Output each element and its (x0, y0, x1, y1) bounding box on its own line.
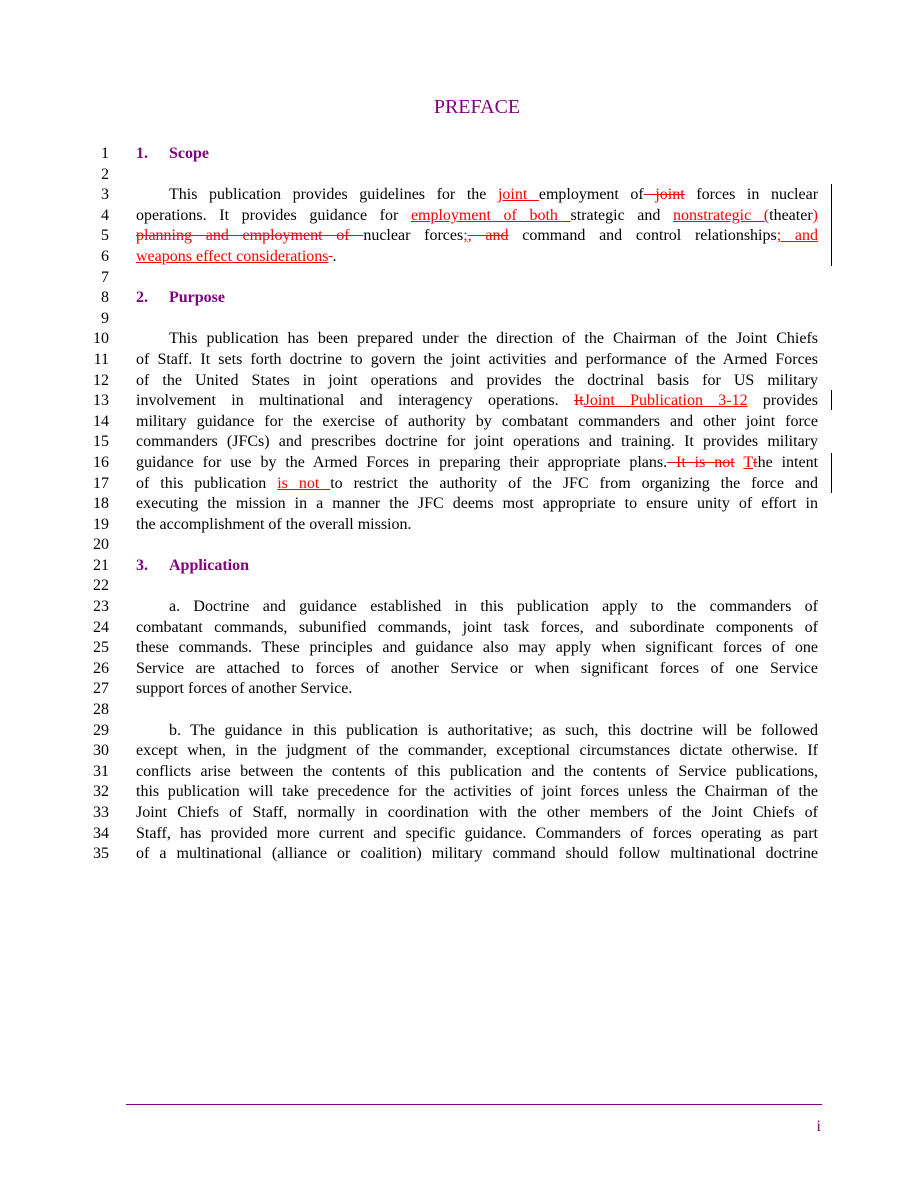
line-number: 17 (93, 474, 109, 492)
line-text (136, 803, 818, 824)
line-text (136, 844, 818, 865)
document-line (0, 721, 920, 742)
line-text (136, 453, 818, 474)
body-text: This publication provides guidelines for the (169, 186, 498, 204)
line-number: 4 (101, 206, 109, 224)
document-line (0, 474, 920, 495)
body-text: a. Doctrine and guidance established in this publication apply to the commanders of (169, 598, 818, 616)
line-number: 32 (93, 783, 109, 801)
line-number: 12 (93, 371, 109, 389)
document-line (0, 247, 920, 268)
line-number: 24 (93, 618, 109, 636)
line-text (136, 185, 818, 206)
section-heading: Scope (169, 145, 209, 162)
change-bar (831, 453, 832, 493)
line-text (136, 329, 818, 350)
body-text: strategic and (570, 206, 673, 224)
line-number: 34 (93, 824, 109, 842)
document-line (0, 535, 920, 556)
body-text: employment of (538, 186, 644, 204)
line-number: 10 (93, 330, 109, 348)
line-text (136, 638, 818, 659)
body-text: this publication will take precedence for the activities of joint forces unless the Chairman of the (136, 783, 818, 801)
line-number: 18 (93, 495, 109, 513)
line-text (136, 371, 818, 392)
line-number: 31 (93, 762, 109, 780)
document-line (0, 782, 920, 803)
document-line (0, 309, 920, 330)
document-line (0, 329, 920, 350)
line-text (136, 206, 818, 227)
body-text: guidance for use by the Armed Forces in preparing their appropriate plans. (136, 453, 668, 471)
body-text: command and control relationships (508, 227, 777, 245)
inserted-text: Joint Publication 3-12 (583, 392, 748, 410)
section-heading: Application (169, 556, 250, 574)
change-bar (831, 184, 832, 266)
line-number: 21 (93, 556, 109, 574)
inserted-text: employment of both (410, 206, 571, 224)
line-text (136, 515, 818, 536)
body-text: of Staff. It sets forth doctrine to govern the joint activities and performance of the Armed Forces (136, 350, 818, 368)
line-text (136, 432, 818, 453)
body-text: This publication has been prepared under the direction of the Chairman of the Joint Chiefs (169, 330, 818, 348)
document-line (0, 371, 920, 392)
body-text: conflicts arise between the contents of this publication and the contents of Service publications, (136, 762, 818, 780)
document-line (0, 185, 920, 206)
body-text: commanders (JFCs) and prescribes doctrine for joint operations and training. It provides military (136, 433, 818, 451)
line-text (136, 391, 818, 412)
line-text (136, 782, 818, 803)
line-number: 16 (93, 453, 109, 471)
line-number: 14 (93, 412, 109, 430)
line-number: 22 (93, 577, 109, 595)
body-text: except when, in the judgment of the commander, exceptional circumstances dictate otherwise. If (136, 742, 818, 760)
line-text (136, 247, 818, 268)
line-number: 30 (93, 742, 109, 760)
deleted-text: It (573, 392, 584, 410)
document-line (0, 391, 920, 412)
line-text (136, 226, 818, 247)
document-line (0, 206, 920, 227)
body-text: provides (747, 392, 819, 410)
document-line (0, 144, 920, 165)
line-number: 3 (101, 186, 109, 204)
deleted-text: , and (467, 227, 509, 245)
line-text (136, 679, 818, 700)
inserted-text: ) (812, 206, 818, 224)
line-text (136, 762, 818, 783)
page-title: PREFACE (433, 96, 521, 118)
line-text (136, 597, 818, 618)
line-number: 25 (93, 639, 109, 657)
line-text (136, 494, 818, 515)
line-number: 7 (101, 268, 109, 286)
line-number: 1 (101, 145, 109, 162)
document-line (0, 453, 920, 474)
body-text: combatant commands, subunified commands, joint task forces, and subordinate components of (136, 618, 818, 636)
line-number: 6 (101, 247, 109, 265)
document-line (0, 762, 920, 783)
document-line (0, 659, 920, 680)
body-text: he intent (757, 453, 819, 471)
line-number: 33 (93, 804, 109, 821)
line-text (136, 144, 818, 165)
inserted-text: T (743, 453, 754, 471)
document-line (0, 515, 920, 536)
section-number: 1. (136, 145, 148, 162)
deleted-text: t (753, 453, 758, 471)
body-text: support forces of another Service. (136, 680, 353, 698)
line-number: 23 (93, 598, 109, 616)
document-line (0, 844, 920, 865)
line-number: 9 (101, 309, 109, 327)
body-text: Staff, has provided more current and specific guidance. Commanders of forces operating as part (136, 824, 818, 842)
document-line (0, 432, 920, 453)
line-number: 2 (101, 165, 109, 183)
section-heading: Purpose (169, 289, 225, 307)
page-number: i (816, 1118, 821, 1135)
body-text: of a multinational (alliance or coalition) military command should follow multinational doctrine (136, 845, 818, 863)
body-text: . (332, 247, 337, 265)
document-line (0, 288, 920, 309)
body-text: forces in nuclear (684, 186, 819, 204)
body-text: these commands. These principles and guidance also may apply when significant forces of one (136, 639, 818, 657)
line-text (136, 474, 818, 495)
inserted-text: weapons effect considerations (136, 247, 329, 265)
line-number: 27 (93, 680, 109, 698)
body-text: nuclear forces (363, 227, 464, 245)
body-text: military guidance for the exercise of authority by combatant commanders and other joint force (136, 412, 818, 430)
line-text (136, 721, 818, 742)
document-line (0, 494, 920, 515)
document-line (0, 165, 920, 186)
line-text (136, 556, 818, 577)
line-number: 20 (93, 536, 109, 554)
line-number: 13 (93, 392, 109, 410)
line-number: 8 (101, 289, 109, 307)
line-number: 29 (93, 721, 109, 739)
inserted-text: joint (497, 186, 539, 204)
line-number: 15 (93, 433, 109, 451)
document-line (0, 556, 920, 577)
body-text: to restrict the authority of the JFC from organizing the force and (330, 474, 819, 492)
section-number: 2. (136, 289, 148, 307)
line-number: 11 (93, 350, 109, 368)
body-text: b. The guidance in this publication is authoritative; as such, this doctrine will be followed (169, 721, 818, 739)
line-text (136, 288, 818, 309)
inserted-text: nonstrategic ( (673, 206, 770, 224)
deleted-text: joint (643, 186, 685, 204)
document-line (0, 638, 920, 659)
line-number: 19 (93, 515, 109, 533)
body-text: of this publication (136, 474, 278, 492)
document-line (0, 576, 920, 597)
document-line (0, 597, 920, 618)
document-line (0, 268, 920, 289)
line-number: 35 (93, 845, 109, 863)
line-text (136, 741, 818, 762)
document-line (0, 700, 920, 721)
body-text: Joint Chiefs of Staff, normally in coordination with the other members of the Joint Chiefs of (136, 804, 818, 821)
footer-rule (126, 1104, 822, 1105)
line-text (136, 412, 818, 433)
document-line (0, 412, 920, 433)
document-line (0, 618, 920, 639)
document-line (0, 824, 920, 845)
deleted-text: planning and employment of (136, 227, 364, 245)
inserted-text: is not (277, 474, 331, 492)
line-text (136, 824, 818, 845)
body-text: of the United States in joint operations and provides the doctrinal basis for US military (136, 371, 818, 389)
document-line (0, 350, 920, 371)
line-text (136, 659, 818, 680)
body-text: executing the mission in a manner the JFC deems most appropriate to ensure unity of effort in (136, 495, 818, 513)
body-text: Service are attached to forces of another Service or when significant forces of one Service (136, 659, 818, 677)
line-number: 28 (93, 701, 109, 719)
line-text (136, 618, 818, 639)
line-number: 26 (93, 659, 109, 677)
line-number: 5 (101, 227, 109, 245)
inserted-text: ; (463, 227, 468, 245)
body-text: the accomplishment of the overall mission. (136, 515, 412, 533)
body-text: operations. It provides guidance for (136, 206, 411, 224)
document-line (0, 741, 920, 762)
document-body (0, 144, 920, 865)
deleted-text: It is not (667, 453, 735, 471)
document-line (0, 803, 920, 824)
document-line (0, 679, 920, 700)
document-line (0, 226, 920, 247)
inserted-text: ; and (776, 227, 819, 245)
body-text: theater (769, 206, 813, 224)
section-number: 3. (136, 556, 148, 574)
line-text (136, 350, 818, 371)
change-bar (831, 390, 832, 410)
body-text: involvement in multinational and interagency operations. (136, 392, 574, 410)
